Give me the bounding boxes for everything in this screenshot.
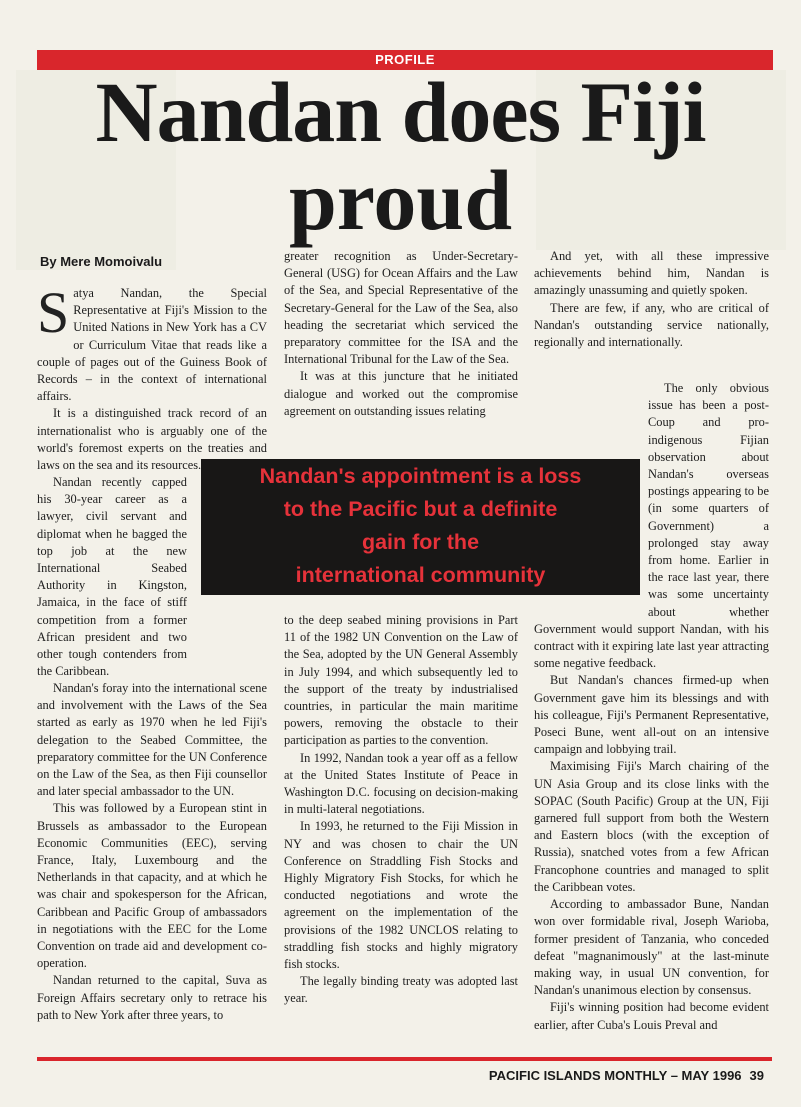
publication-name: PACIFIC ISLANDS MONTHLY – MAY 1996	[488, 1068, 742, 1083]
article-paragraph: greater recognition as Under-Secretary-General (USG) for Ocean Affairs and the Law of the Sea, and Special Representative of the Secretary-General for the Law of the Sea, also heading the secretariat which serviced the preparatory committee for the ISA and the International Tribunal for the Law of the Sea.	[284, 249, 518, 367]
pullquote-line: gain for the	[361, 530, 480, 554]
pullquote-line: international community	[295, 563, 546, 587]
article-paragraph: But Nandan's chances firmed-up when Government gave him its blessings and with his colleague, Fiji's Permanent Representative, Poseci Bune, went all-out on an intensive campaign and lobbying trail.	[534, 673, 769, 757]
drop-cap: S	[37, 280, 70, 345]
article-column-2-top	[284, 248, 518, 420]
article-paragraph: Nandan recently capped his 30-year career as a lawyer, civil servant and diplomat when he bagged the top job at the new International Seabed Authority in Kingston, Jamaica, in the face of stiff competition from a former African president and two other tough contenders from the Caribbean.	[37, 475, 187, 679]
article-paragraph: Maximising Fiji's March chairing of the UN Asia Group and its close links with the SOPAC (South Pacific) Group at the UN, Fiji garnered full support from both the Western and Eastern blocs (with the exception of Russia), snatched votes from a few African Francophone countries and managed to split the Caribbean votes.	[534, 759, 769, 894]
section-label: PROFILE	[37, 50, 773, 70]
page-number: 39	[749, 1068, 764, 1083]
article-paragraph: It is a distinguished track record of an internationalist who is arguably one of the world's foremost experts on the treaties and laws on the sea and its resources.	[37, 406, 267, 473]
article-paragraph: Satya Nandan, the Special Representative at Fiji's Mission to the United Nations in New York has a CV or Curriculum Vitae that reads like a couple of pages out of the Guiness Book of Records – in the context of international affairs.	[37, 280, 267, 404]
pullquote-line: Nandan's appointment is a loss	[259, 464, 582, 488]
article-column-3-top	[534, 248, 769, 351]
article-paragraph: Nandan's foray into the international scene and involvement with the Laws of the Sea started as early as 1970 when he led Fiji's delegation to the Seabed Committee, the preparatory committee for the UN Conference on the Law of the Sea, as then Fiji counsellor and later special ambassador to the UN.	[37, 681, 267, 799]
article-paragraph: The legally binding treaty was adopted last year.	[284, 974, 518, 1006]
article-paragraph: Fiji's winning position had become evident earlier, after Cuba's Louis Preval and	[534, 1000, 769, 1032]
article-paragraph: The only obvious issue has been a post-Coup and pro-indigenous Fijian observation about Nandan's overseas postings appearing to be (in some quarters of Government) a prolonged stay away from home. Earlier in the race last year, there was some uncertainty about whether Government would support Nandan, with his contract with it expiring late last year attracting some negative feedback.	[534, 381, 769, 671]
page-footer	[489, 1068, 764, 1083]
footer-rule	[37, 1057, 772, 1061]
headline-line-1: Nandan does Fiji	[95, 64, 706, 160]
article-paragraph: Nandan returned to the capital, Suva as Foreign Affairs secretary only to retrace his path to New York after three years, to	[37, 973, 267, 1022]
headline-line-2: proud	[288, 152, 513, 248]
article-paragraph: to the deep seabed mining provisions in Part 11 of the 1982 UN Convention on the Law of the Sea, adopted by the UN General Assembly in July 1994, and which subsequently led to the support of the treaty by industrialised countries, in particular the main maritime powers, removing the obstacle to their participation as parties to the convention.	[284, 613, 518, 748]
article-paragraph: It was at this juncture that he initiated dialogue and worked out the compromise agreement on outstanding issues relating	[284, 369, 518, 418]
article-paragraph: In 1992, Nandan took a year off as a fellow at the United States Institute of Peace in Washington D.C. focusing on decision-making in multi-lateral negotiations.	[284, 750, 518, 817]
article-paragraph: This was followed by a European stint in Brussels as ambassador to the European Economic Communities (EEC), serving France, Italy, Luxembourg and the Netherlands in that capacity, and at which he was chair and spokesperson for the African, Caribbean and Pacific Group of ambassadors in negotiations with the EEC for the Lome Convention on trade aid and development co-operation.	[37, 801, 267, 971]
byline: By Mere Momoivalu	[40, 254, 163, 269]
article-column-1	[37, 280, 267, 474]
article-paragraph: In 1993, he returned to the Fiji Mission in NY and was chosen to chair the UN Conference on Straddling Fish Stocks and Highly Migratory Fish Stocks, for which he conducted negotiations and wrote the agreement on the implementation of the provisions of the 1982 UNCLOS relating to straddling fish stocks and highly migratory fish stocks.	[284, 819, 518, 972]
article-column-1-narrow	[37, 474, 187, 680]
article-column-1-lower	[37, 680, 267, 1024]
article-paragraph: And yet, with all these impressive achievements behind him, Nandan is amazingly unassuming and quietly spoken.	[534, 249, 769, 298]
article-column-2-bottom	[284, 612, 518, 1008]
pullquote-line: to the Pacific but a definite	[283, 497, 558, 521]
pullquote-box	[201, 459, 640, 595]
article-paragraph: There are few, if any, who are critical of Nandan's outstanding service nationally, regionally and internationally.	[534, 300, 769, 350]
article-paragraph: According to ambassador Bune, Nandan won over formidable rival, Joseph Warioba, former president of Tanzania, who conceded defeat "magnanimously" at the last-minute making way, in usual UN convention, for Nandan's unanimous election by consensus.	[534, 897, 769, 998]
